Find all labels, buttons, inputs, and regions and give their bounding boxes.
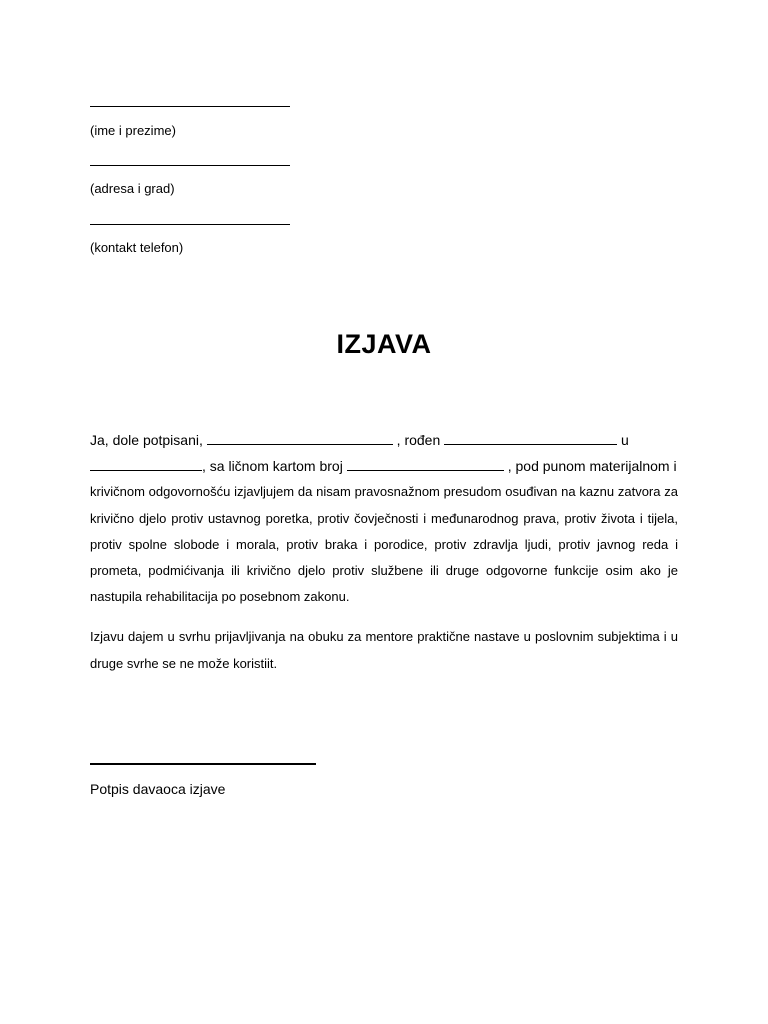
declaration-line-5: protiv spolne slobode i morala, protiv braka i porodice, protiv zdravlja ljudi, protiv javnog reda i xyxy=(90,536,678,552)
purpose-line-2: druge svrhe se ne može koristiit. xyxy=(90,655,278,671)
address-label: (adresa i grad) xyxy=(90,181,175,196)
address-fill-line xyxy=(90,165,290,166)
declaration-line-3: krivičnom odgovornošću izjavljujem da nisam pravosnažnom presudom osuđivan na kaznu zatvora za xyxy=(90,484,678,500)
birth-date-blank xyxy=(444,431,617,445)
text-u: u xyxy=(621,432,629,448)
signature-line xyxy=(90,763,316,765)
text-dole: dole xyxy=(112,432,140,448)
text-liability: , pod punom materijalnom i xyxy=(507,458,677,475)
text-ja: Ja, xyxy=(90,432,109,448)
text-id-card: , sa ličnom kartom broj xyxy=(202,458,343,475)
document-title: IZJAVA xyxy=(336,329,432,359)
id-number-blank xyxy=(347,457,504,471)
name-label: (ime i prezime) xyxy=(90,123,176,138)
declaration-line-2 xyxy=(90,453,678,479)
declaration-paragraph xyxy=(90,427,678,610)
signature-label: Potpis davaoca izjave xyxy=(90,781,226,797)
fullname-blank xyxy=(207,431,393,445)
purpose-paragraph xyxy=(90,624,678,677)
text-potpisani: potpisani, xyxy=(142,432,203,448)
purpose-line-1: Izjavu dajem u svrhu prijavljivanja na obuku za mentore praktične nastave u poslovnim subjektima i u xyxy=(90,629,678,644)
text-comma: , xyxy=(396,432,401,448)
name-fill-line xyxy=(90,106,290,107)
declaration-line-6: prometa, podmićivanja ili krivično djelo protiv službene ili druge odgovorne funkcije osim ako je xyxy=(90,562,678,578)
text-roden: rođen xyxy=(404,432,441,448)
declaration-line-1 xyxy=(90,427,678,453)
phone-fill-line xyxy=(90,224,290,225)
declaration-line-4: krivično djelo protiv ustavnog poretka, protiv čovječnosti i međunarodnog prava, protiv života i tijela, xyxy=(90,510,678,526)
birth-place-blank xyxy=(90,457,202,471)
phone-label: (kontakt telefon) xyxy=(90,240,184,255)
declaration-line-7: nastupila rehabilitacija po posebnom zakonu. xyxy=(90,589,350,605)
